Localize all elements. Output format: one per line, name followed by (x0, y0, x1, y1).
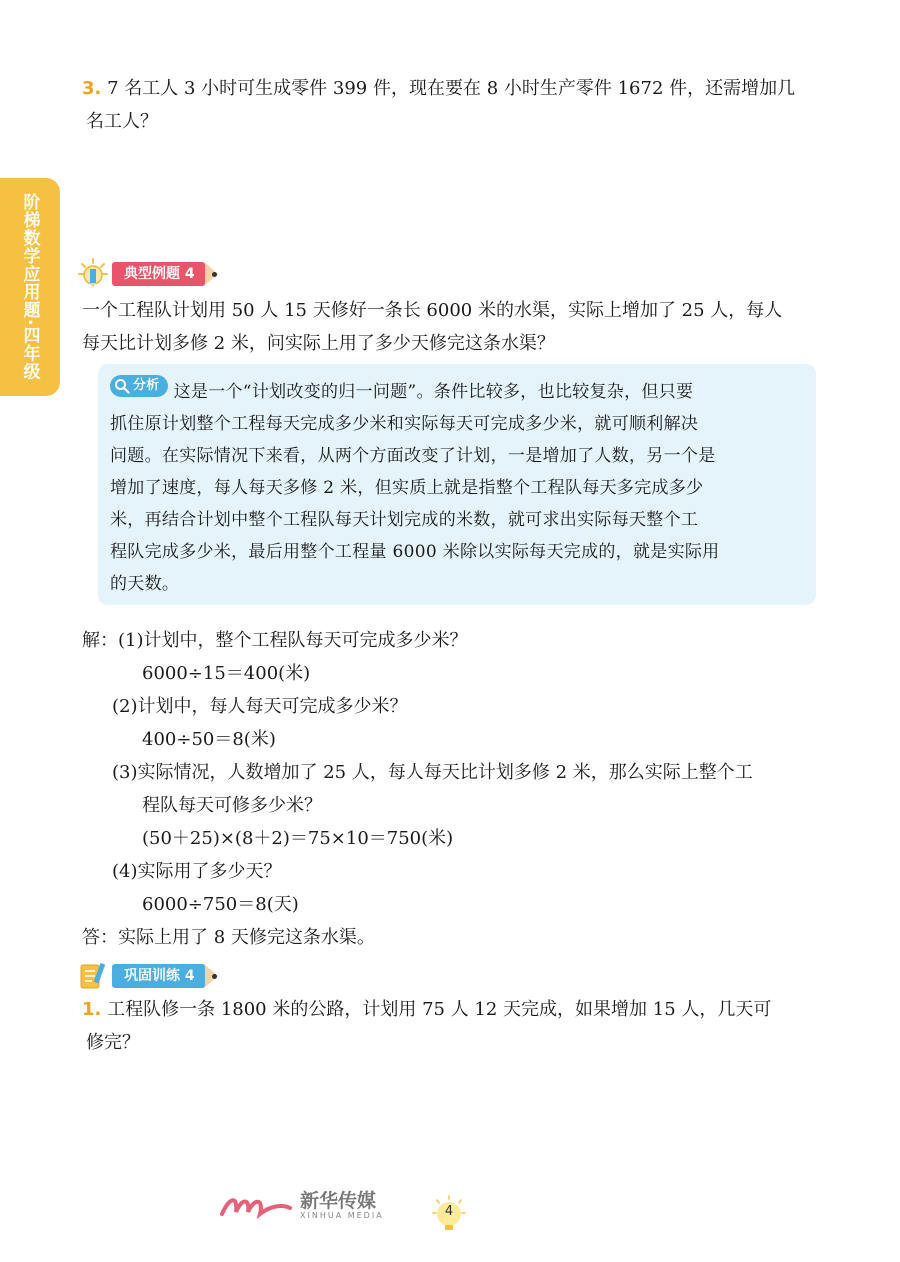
publisher-subname: XINHUA MEDIA (300, 1210, 384, 1220)
problem-text-line2: 名工人？ (86, 111, 158, 132)
pencil-dot (212, 272, 217, 277)
solution-step-1: 解：(1)计划中，整个工程队每天可完成多少米？ (82, 630, 468, 651)
practice-header (78, 960, 217, 992)
solution-step-3-cont: 程队每天可修多少米？ (142, 795, 322, 816)
solution-calc-4: 6000÷750＝8(天) (142, 894, 299, 915)
example-text-line1: 一个工程队计划用 50 人 15 天修好一条长 6000 米的水渠，实际上增加了 25 人，每人 (82, 300, 783, 321)
analysis-line: 的天数。 (110, 574, 180, 594)
problem-number: 3. (82, 78, 102, 99)
solution-step-3: (3)实际情况，人数增加了 25 人，每人每天比计划多修 2 米，那么实际上整个工 (112, 762, 753, 783)
page-number (430, 1195, 468, 1233)
magnifier-icon (114, 378, 130, 394)
analysis-line: 米，再结合计划中整个工程队每天计划完成的米数，就可求出实际每天整个工 (110, 510, 699, 530)
lightbulb-pencil-icon (78, 258, 108, 290)
example-text-line2: 每天比计划多修 2 米，问实际上用了多少天修完这条水渠？ (82, 333, 555, 354)
analysis-box (98, 364, 816, 605)
solution-calc-2: 400÷50＝8(米) (142, 729, 276, 750)
problem-number: 1. (82, 999, 102, 1020)
xinhua-swoosh-icon (220, 1190, 292, 1220)
publisher-name: 新华传媒 (300, 1189, 377, 1212)
problem-3 (82, 72, 822, 138)
practice-badge: 巩固训练 4 (112, 964, 205, 988)
solution-step-2: (2)计划中，每人每天可完成多少米？ (112, 696, 408, 717)
example-problem (82, 294, 824, 360)
problem-text-line1: 7 名工人 3 小时可生成零件 399 件，现在要在 8 小时生产零件 1672 件，还需增加几 (107, 78, 796, 99)
practice-problem-1 (82, 993, 822, 1059)
analysis-badge-label: 分析 (133, 378, 160, 393)
notebook-pencil-icon (78, 960, 108, 992)
pencil-dot (212, 974, 217, 979)
example-badge: 典型例题 4 (112, 262, 205, 286)
practice-text-line1: 工程队修一条 1800 米的公路，计划用 75 人 12 天完成，如果增加 15 人，几天可 (107, 999, 772, 1020)
page-number-label: 4 (444, 1204, 454, 1219)
analysis-line: 这是一个“计划改变的归一问题”。条件比较多，也比较复杂，但只要 (173, 382, 694, 402)
solution-step-4: (4)实际用了多少天？ (112, 861, 282, 882)
analysis-line: 问题。在实际情况下来看，从两个方面改变了计划，一是增加了人数，另一个是 (110, 446, 716, 466)
analysis-line: 增加了速度，每人每天多修 2 米，但实质上就是指整个工程队每天多完成多少 (110, 478, 704, 498)
analysis-line: 程队完成多少米，最后用整个工程量 6000 米除以实际每天完成的，就是实际用 (110, 542, 720, 562)
solution-calc-1: 6000÷15＝400(米) (142, 663, 311, 684)
solution-calc-3: (50＋25)×(8＋2)＝75×10＝750(米) (142, 828, 454, 849)
analysis-line: 抓住原计划整个工程每天完成多少米和实际每天可完成多少米，就可顺利解决 (110, 414, 699, 434)
side-tab-label: 阶梯数学应用题·四年级 (19, 193, 40, 381)
solution-answer: 答：实际上用了 8 天修完这条水渠。 (82, 927, 375, 948)
analysis-badge (110, 375, 168, 397)
solution (82, 624, 753, 954)
publisher-logo (220, 1190, 384, 1220)
example-header (78, 258, 217, 290)
practice-text-line2: 修完？ (86, 1032, 140, 1053)
side-tab (0, 178, 60, 396)
